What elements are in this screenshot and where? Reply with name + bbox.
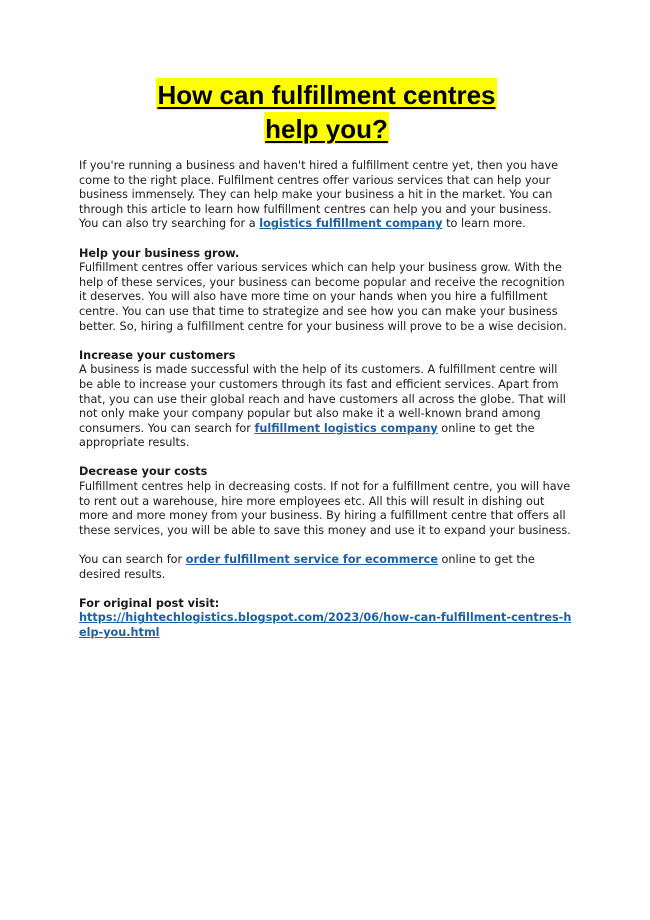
source-url-paragraph bbox=[79, 611, 574, 640]
section-heading-costs: Decrease your costs bbox=[79, 465, 208, 479]
fulfillment-logistics-company-link[interactable]: fulfillment logistics company bbox=[254, 421, 438, 435]
closing-before-text: You can search for bbox=[79, 553, 186, 567]
page-title bbox=[79, 78, 574, 146]
customers-after-text: online to get the appropriate results. bbox=[79, 421, 535, 450]
page-title-line-1: How can fulfillment centres bbox=[157, 80, 496, 110]
section-heading-grow: Help your business grow. bbox=[79, 246, 240, 260]
order-fulfillment-service-link[interactable]: order fulfillment service for ecommerce bbox=[185, 553, 438, 567]
customers-text: A business is made successful with the help of its customers. A fulfillment centre will be able to increase your customers through its fast and efficient services. Apart from that, you can use their global reach and have customers all across the globe. That will not only make your company popular but also make it a well-known brand among consumers. You can search for bbox=[79, 363, 566, 435]
intro-text: If you're running a business and haven't hired a fulfillment centre yet, then you have come to the right place. Fulfilment centres offer various services that can help your business immensely. They can help make your business a hit in the market. You can through this article to learn how fulfillment centres can help you and your business. You can also try searching for a bbox=[79, 159, 559, 231]
spacer bbox=[79, 538, 574, 553]
section-body-grow: Fulfillment centres offer various services which can help your business grow. With the help of these services, your business can become popular and receive the recognition it deserves. You will also have more time on your hands when you hire a fulfillment centre. You can use that time to strategize and see how you can make your business better. So, hiring a fulfillment centre for your business will prove to be a wise decision. bbox=[79, 261, 567, 333]
section-heading-customers: Increase your customers bbox=[79, 348, 236, 362]
original-post-url-link[interactable]: https://hightechlogistics.blogspot.com/2023/06/how-can-fulfillment-centres-help-you.html bbox=[79, 611, 572, 639]
intro-paragraph bbox=[79, 159, 574, 232]
spacer bbox=[79, 232, 574, 247]
section-body-costs: Fulfillment centres help in decreasing costs. If not for a fulfillment centre, you will have to rent out a warehouse, hire more employees etc. All this will result in dishing out more and more money from your business. By hiring a fulfillment centre that offers all these services, you will be able to save this money and use it to expand your business. bbox=[79, 480, 571, 537]
spacer bbox=[79, 451, 574, 466]
spacer bbox=[79, 582, 574, 597]
closing-paragraph bbox=[79, 553, 574, 582]
source-label: For original post visit: bbox=[79, 596, 220, 610]
page-title-line-2: help you? bbox=[265, 114, 388, 144]
intro-after-text: to learn more. bbox=[442, 217, 526, 231]
spacer bbox=[79, 334, 574, 349]
document-page bbox=[79, 78, 574, 641]
logistics-fulfillment-company-link[interactable]: logistics fulfillment company bbox=[259, 217, 443, 231]
section-body-customers bbox=[79, 363, 574, 451]
closing-after-text: online to get the desired results. bbox=[79, 553, 535, 581]
